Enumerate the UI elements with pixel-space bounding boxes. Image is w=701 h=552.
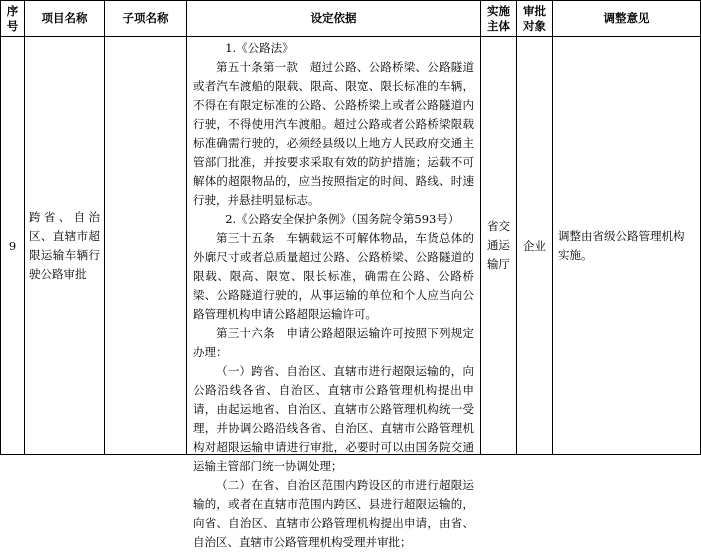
adjustment-opinion: 调整由省级公路管理机构实施。 — [553, 37, 701, 455]
basis-paragraph: 第三十五条 车辆载运不可解体物品，车货总体的外廓尺寸或者总质量超过公路、公路桥梁、公路隧道的限载、限高、限宽、限长标准，确需在公路、公路桥梁、公路隧道行驶的，从事运输的单位和个人应当向公路管理机构申请公路超限运输许可。 — [193, 231, 474, 321]
basis-paragraph: （二）在省、自治区范围内跨设区的市进行超限运输的，或者在直辖市范围内跨区、县进行超限运输的，向省、自治区、直辖市公路管理机构提出申请，由省、自治区、直辖市公路管理机构受理并审批； — [193, 478, 474, 549]
header-body: 实施 主体 — [481, 1, 517, 37]
header-item: 项目名称 — [25, 1, 105, 37]
sub-item-name — [105, 37, 187, 455]
header-row — [1, 1, 701, 37]
basis-paragraph: 第五十条第一款 超过公路、公路桥梁、公路隧道或者汽车渡船的限载、限高、限宽、限长标准的车辆，不得在有限定标准的公路、公路桥梁上或者公路隧道内行驶，不得使用汽车渡船。超过公路或者公路桥梁限载标准确需行驶的，必须经县级以上地方人民政府交通主管部门批准，并按要求采取有效的防护措施；运载不可解体的超限物品的，应当按照指定的时间、路线、时速行驶，并悬挂明显标志。 — [193, 60, 474, 207]
basis-paragraph: 2.《公路安全保护条例》（国务院令第593号） — [225, 212, 460, 226]
legal-basis-cell — [187, 37, 481, 549]
approval-target: 企业 — [517, 37, 553, 455]
legal-basis-text — [193, 39, 474, 549]
header-opinion: 调整意见 — [553, 1, 701, 37]
table-row — [1, 37, 701, 455]
header-target: 审批 对象 — [517, 1, 553, 37]
basis-paragraph: 1.《公路法》 — [225, 41, 294, 55]
basis-paragraph: 第三十六条 申请公路超限运输许可按照下列规定办理： — [193, 326, 474, 359]
item-name: 跨省、自治区、直辖市超限运输车辆行驶公路审批 — [25, 37, 105, 455]
header-basis: 设定依据 — [187, 1, 481, 37]
row-number: 9 — [1, 37, 25, 455]
header-num: 序 号 — [1, 1, 25, 37]
implementing-body: 省交通运输厅 — [481, 37, 517, 455]
basis-paragraph: （一）跨省、自治区、直辖市进行超限运输的，向公路沿线各省、自治区、直辖市公路管理机构提出申请，由起运地省、自治区、直辖市公路管理机构统一受理，并协调公路沿线各省、自治区、直辖市公路管理机构对超限运输申请进行审批，必要时可以由国务院交通运输主管部门统一协调处理； — [193, 364, 474, 473]
header-sub: 子项名称 — [105, 1, 187, 37]
